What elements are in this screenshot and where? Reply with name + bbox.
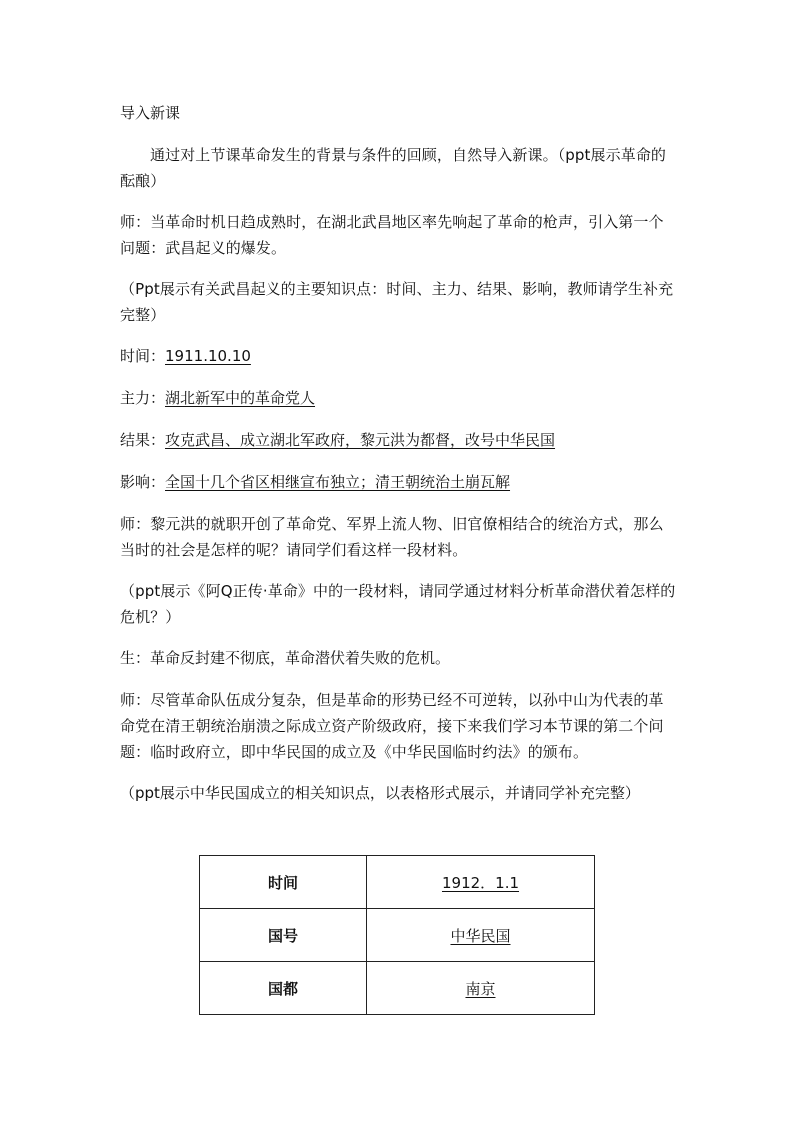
table-value-text: 中华民国 [450, 926, 511, 945]
table-cell-value [367, 856, 595, 909]
teacher-paragraph-3: 师：尽管革命队伍成分复杂，但是革命的形势已经不可逆转，以孙中山为代表的革命党在清王朝统治崩溃之际成立资产阶级政府，接下来我们学习本节课的第二个问题：临时政府立，即中华民国的成立及《中华民国临时约法》的颁布。 [120, 691, 664, 761]
fact-impact [120, 469, 676, 495]
fact-impact-label: 影响： [120, 473, 166, 491]
fact-force-value: 湖北新军中的革命党人 [165, 389, 316, 407]
fact-force-label: 主力： [120, 389, 166, 407]
table-row [200, 962, 595, 1015]
fact-result-value: 攻克武昌、成立湖北军政府，黎元洪为都督，改号中华民国 [165, 431, 556, 449]
republic-facts-table [199, 855, 595, 1015]
table-cell-value [367, 962, 595, 1015]
fact-time-value: 1911.10.10 [165, 347, 251, 365]
ppt-note-1: （Ppt展示有关武昌起义的主要知识点：时间、主力、结果、影响，教师请学生补充完整） [120, 280, 674, 324]
table-cell-value [367, 909, 595, 962]
intro-paragraph: 通过对上节课革命发生的背景与条件的回顾，自然导入新课。（ppt展示革命的酝酿） [120, 146, 667, 190]
table-cell-label: 时间 [200, 856, 367, 909]
table-value-text: 1912．1.1 [441, 873, 520, 892]
table-value-text: 南京 [465, 979, 496, 998]
fact-force [120, 385, 676, 411]
teacher-paragraph-1: 师：当革命时机日趋成熟时，在湖北武昌地区率先响起了革命的枪声，引入第一个问题：武昌起义的爆发。 [120, 213, 664, 257]
fact-result-label: 结果： [120, 431, 166, 449]
ppt-note-2: （ppt展示《阿Q正传·革命》中的一段材料，请同学通过材料分析革命潜伏着怎样的危机？） [120, 582, 676, 626]
fact-time [120, 343, 676, 369]
teacher-paragraph-2: 师：黎元洪的就职开创了革命党、军界上流人物、旧官僚相结合的统治方式，那么当时的社会是怎样的呢？请同学们看这样一段材料。 [120, 515, 664, 559]
table-cell-label: 国号 [200, 909, 367, 962]
ppt-note-3: （ppt展示中华民国成立的相关知识点，以表格形式展示，并请同学补充完整） [120, 784, 640, 802]
table-row [200, 856, 595, 909]
student-answer: 生：革命反封建不彻底，革命潜伏着失败的危机。 [120, 649, 451, 667]
fact-time-label: 时间： [120, 347, 166, 365]
table-cell-label: 国都 [200, 962, 367, 1015]
section-heading: 导入新课 [120, 104, 181, 122]
fact-impact-value: 全国十几个省区相继宣布独立；清王朝统治土崩瓦解 [165, 473, 511, 491]
document-body [120, 100, 676, 822]
table-row [200, 909, 595, 962]
fact-result [120, 427, 676, 453]
